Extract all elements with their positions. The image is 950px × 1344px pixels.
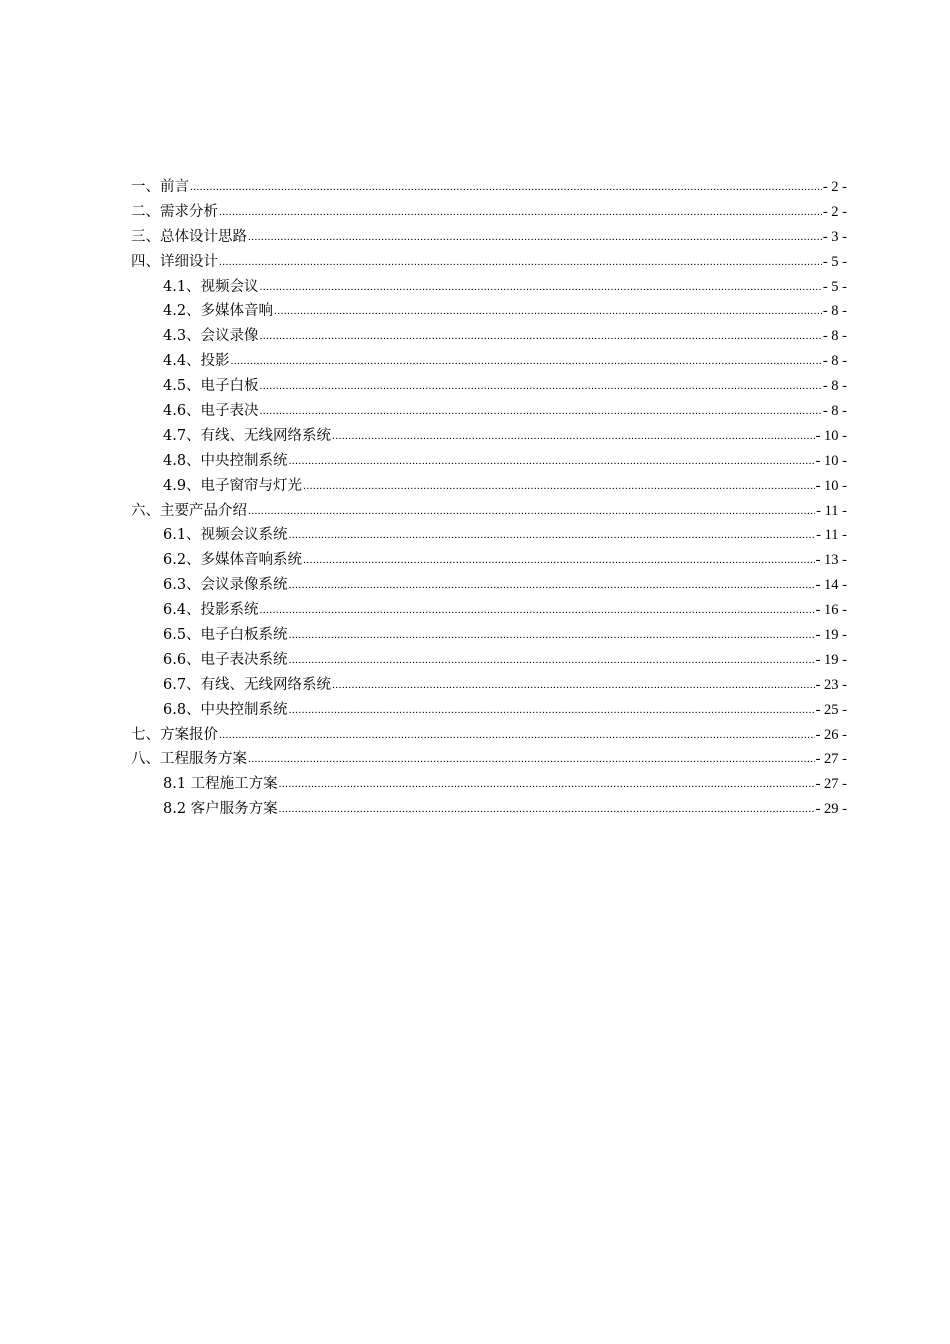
toc-entry-page-number: - 23 - [815,676,847,693]
toc-dot-leader [190,175,822,200]
toc-entry-title: 六、主要产品介绍 [131,502,247,519]
toc-dot-leader [289,573,815,598]
toc-dot-leader [260,598,815,623]
toc-dot-leader [274,299,822,324]
toc-entry[interactable] [131,499,847,524]
toc-entry-page-number: - 8 - [822,403,847,420]
toc-dot-leader [289,523,816,548]
toc-entry-page-number: - 11 - [816,527,847,544]
toc-entry-page-number: - 5 - [822,253,847,270]
toc-entry-title: 6.2、多媒体音响系统 [163,552,303,569]
toc-entry-page-number: - 2 - [822,203,847,220]
toc-entry-title: 4.2、多媒体音响 [163,303,274,320]
toc-entry-page-number: - 14 - [815,577,847,594]
toc-dot-leader [219,250,822,275]
toc-entry-page-number: - 8 - [822,303,847,320]
toc-dot-leader [289,623,815,648]
toc-dot-leader [219,200,822,225]
toc-entry-page-number: - 10 - [815,477,847,494]
toc-entry-title: 七、方案报价 [131,726,218,743]
toc-entry-title: 6.4、投影系统 [163,602,259,619]
toc-entry-page-number: - 10 - [815,452,847,469]
toc-entry[interactable] [131,623,847,648]
toc-entry[interactable] [131,349,847,374]
toc-dot-leader [303,474,815,499]
toc-entry-title: 4.3、会议录像 [163,328,259,345]
toc-entry[interactable] [131,324,847,349]
toc-entry-page-number: - 19 - [815,651,847,668]
toc-entry-title: 6.5、电子白板系统 [163,627,288,644]
toc-entry-page-number: - 26 - [815,726,847,743]
toc-dot-leader [289,648,815,673]
toc-dot-leader [303,548,815,573]
toc-entry-page-number: - 16 - [815,602,847,619]
toc-dot-leader [248,225,822,250]
toc-dot-leader [279,772,815,797]
toc-dot-leader [248,499,815,524]
toc-entry-title: 4.9、电子窗帘与灯光 [163,477,303,494]
toc-entry[interactable] [131,449,847,474]
toc-entry[interactable] [131,275,847,300]
toc-entry[interactable] [131,424,847,449]
toc-entry-title: 4.1、视频会议 [163,278,259,295]
toc-entry[interactable] [131,225,847,250]
toc-entry-page-number: - 3 - [822,228,847,245]
toc-entry-title: 四、详细设计 [131,253,218,270]
toc-entry[interactable] [131,673,847,698]
toc-entry[interactable] [131,573,847,598]
toc-entry-title: 4.5、电子白板 [163,378,259,395]
toc-dot-leader [279,797,815,822]
toc-entry-title: 二、需求分析 [131,203,218,220]
toc-dot-leader [219,723,815,748]
toc-entry-page-number: - 2 - [822,179,847,195]
toc-entry-page-number: - 8 - [822,378,847,395]
toc-entry-title: 8.1 工程施工方案 [163,776,278,793]
toc-entry-title: 6.1、视频会议系统 [163,527,288,544]
toc-entry-title: 三、总体设计思路 [131,228,247,245]
toc-entry-page-number: - 5 - [822,278,847,295]
toc-entry[interactable] [131,797,847,822]
toc-dot-leader [289,698,815,723]
toc-dot-leader [332,424,815,449]
toc-entry[interactable] [131,723,847,748]
toc-entry-title: 8.2 客户服务方案 [163,801,278,818]
toc-entry-title: 4.4、投影 [163,353,230,370]
toc-dot-leader [260,374,822,399]
toc-entry-title: 6.3、会议录像系统 [163,577,288,594]
toc-dot-leader [260,275,822,300]
toc-entry-title: 6.8、中央控制系统 [163,701,288,718]
toc-entry-page-number: - 27 - [815,751,847,768]
toc-entry-page-number: - 13 - [815,552,847,569]
toc-entry-title: 6.6、电子表决系统 [163,651,288,668]
toc-entry-page-number: - 27 - [815,776,847,793]
toc-entry-title: 4.6、电子表决 [163,403,259,420]
toc-entry[interactable] [131,200,847,225]
table-of-contents [131,175,847,822]
toc-entry[interactable] [131,772,847,797]
toc-entry-page-number: - 29 - [815,801,847,818]
toc-entry-page-number: - 8 - [822,353,847,370]
toc-dot-leader [231,349,822,374]
toc-entry-page-number: - 25 - [815,701,847,718]
toc-entry-title: 4.8、中央控制系统 [163,452,288,469]
toc-entry-page-number: - 10 - [815,427,847,444]
toc-entry[interactable] [131,399,847,424]
toc-entry[interactable] [131,250,847,275]
toc-entry-title: 八、工程服务方案 [131,751,247,768]
toc-entry-page-number: - 19 - [815,627,847,644]
toc-entry[interactable] [131,698,847,723]
toc-entry-page-number: - 8 - [822,328,847,345]
toc-dot-leader [248,747,815,772]
toc-dot-leader [289,449,815,474]
toc-dot-leader [332,673,815,698]
toc-entry[interactable] [131,598,847,623]
toc-entry-title: 6.7、有线、无线网络系统 [163,676,332,693]
toc-entry[interactable] [131,474,847,499]
toc-entry[interactable] [131,648,847,673]
toc-entry[interactable] [131,299,847,324]
toc-dot-leader [260,399,822,424]
toc-entry-page-number: - 11 - [816,502,847,519]
toc-entry-title: 一、前言 [131,179,189,195]
toc-dot-leader [260,324,822,349]
toc-entry[interactable] [131,523,847,548]
toc-entry[interactable] [131,548,847,573]
toc-entry[interactable] [131,175,847,200]
toc-entry[interactable] [131,747,847,772]
toc-entry-title: 4.7、有线、无线网络系统 [163,427,332,444]
toc-entry[interactable] [131,374,847,399]
